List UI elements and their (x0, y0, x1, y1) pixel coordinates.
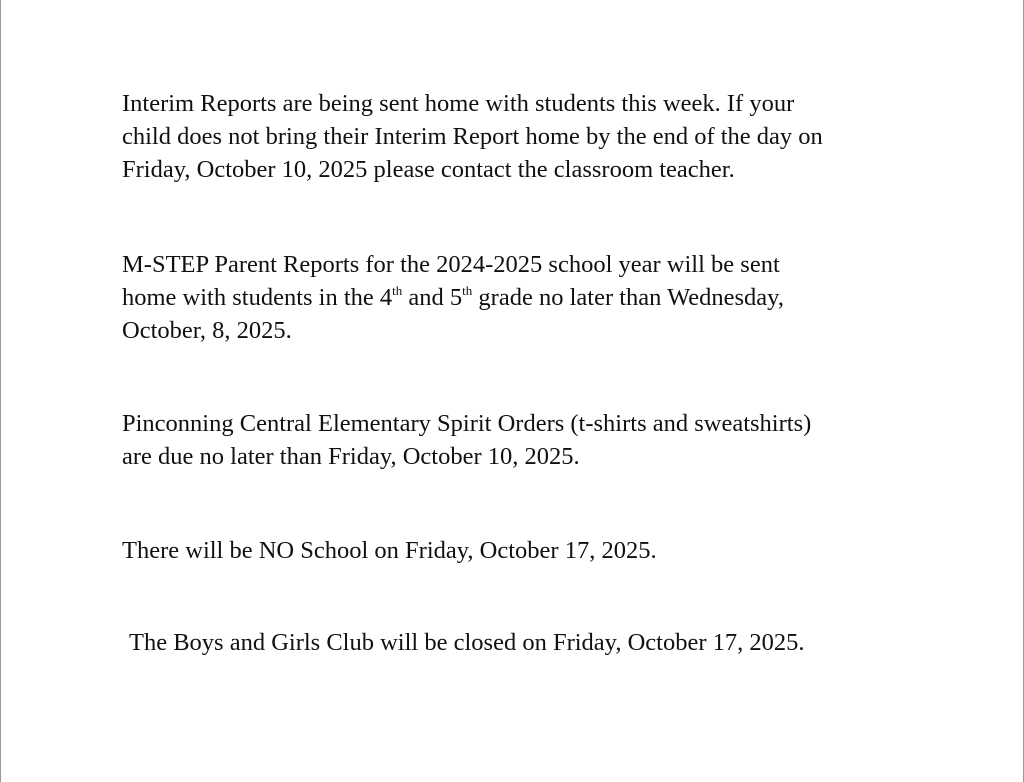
interim-report-notice (122, 87, 912, 186)
interim-line-2: child does not bring their Interim Report home by the end of the day on (122, 123, 823, 150)
interim-line-3: Friday, October 10, 2025 please contact the classroom teacher. (122, 156, 735, 183)
ordinal-suffix-4th: th (392, 283, 403, 298)
mstep-line-2a: home with students in the 4 (122, 284, 393, 311)
ordinal-suffix-5th: th (462, 283, 473, 298)
no-school-notice (122, 534, 912, 567)
spirit-orders-notice (122, 407, 912, 473)
mstep-line-2b: and 5 (402, 284, 463, 311)
club-closed-notice (129, 626, 919, 659)
interim-line-1: Interim Reports are being sent home with students this week. If your (122, 90, 795, 117)
no-school-line-1: There will be NO School on Friday, October 17, 2025. (122, 537, 657, 564)
mstep-line-3: October, 8, 2025. (122, 317, 292, 344)
mstep-line-1: M-STEP Parent Reports for the 2024-2025 school year will be sent (122, 251, 780, 278)
mstep-report-notice (122, 248, 912, 347)
spirit-line-1: Pinconning Central Elementary Spirit Orders (t-shirts and sweatshirts) (122, 410, 812, 437)
club-line-1: The Boys and Girls Club will be closed on Friday, October 17, 2025. (129, 629, 805, 656)
mstep-line-2c: grade no later than Wednesday, (472, 284, 784, 311)
spirit-line-2: are due no later than Friday, October 10, 2025. (122, 443, 580, 470)
